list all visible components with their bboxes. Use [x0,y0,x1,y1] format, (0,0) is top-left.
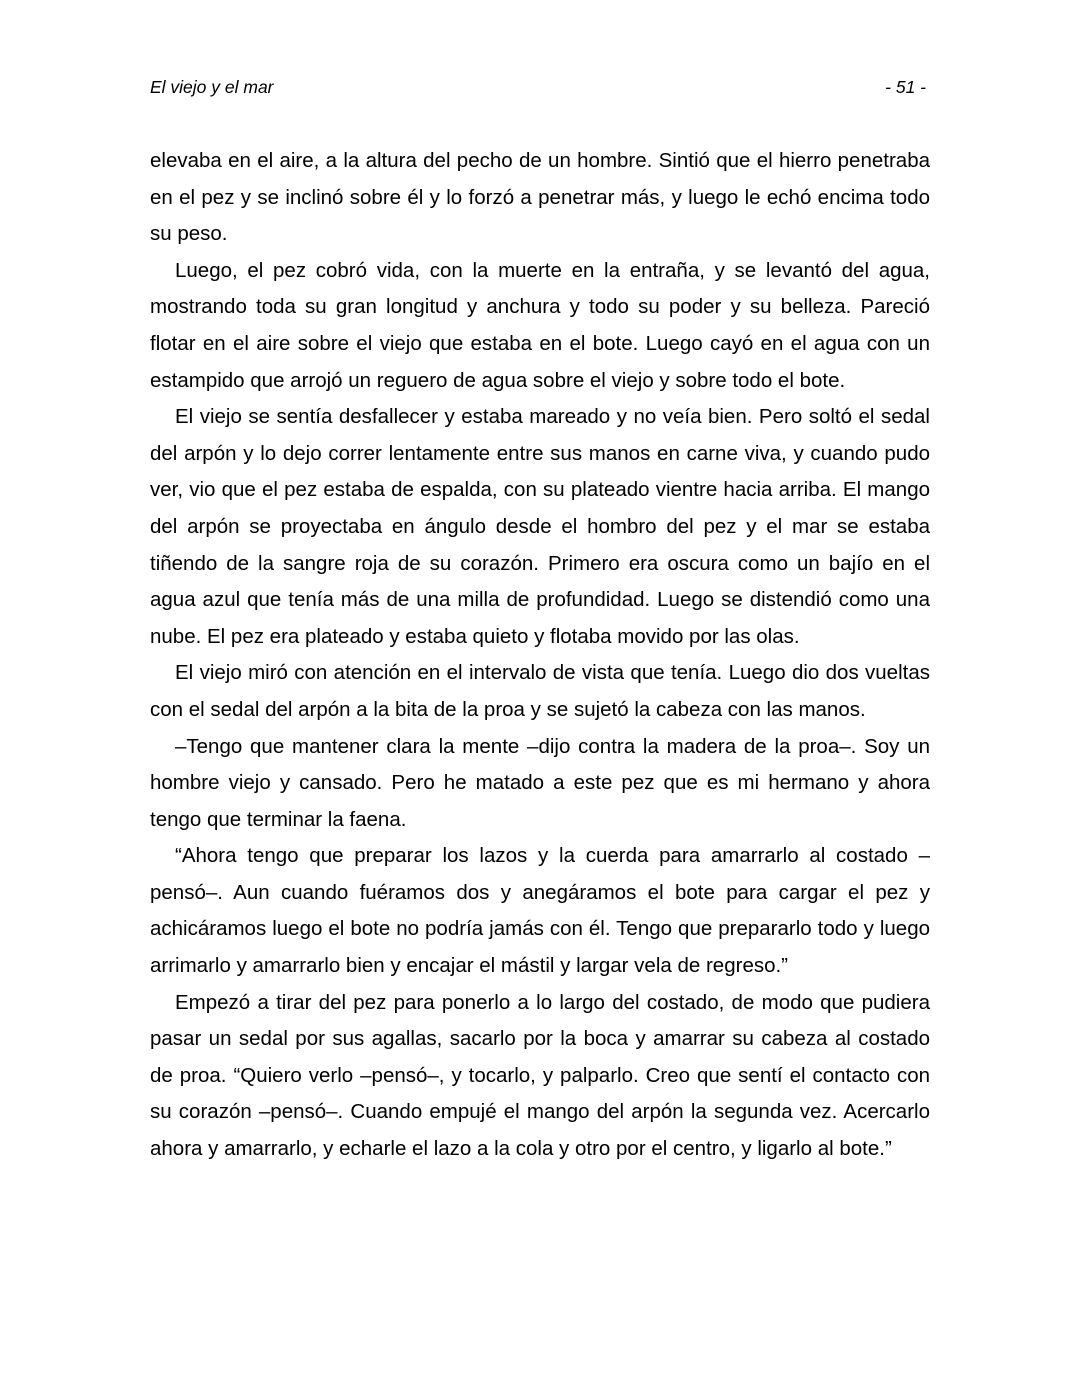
book-title: El viejo y el mar [150,77,274,97]
page-number: - 51 - [885,77,926,97]
paragraph: El viejo se sentía desfallecer y estaba mareado y no veía bien. Pero soltó el sedal del arpón y lo dejo correr lentamente entre sus manos en carne viva, y cuando pudo ver, vio que el pez estaba de espalda, con su plateado vientre hacia arriba. El mango del arpón se proyectaba en ángulo desde el hombro del pez y el mar se estaba tiñendo de la sangre roja de su corazón. Primero era oscura como un bajío en el agua azul que tenía más de una milla de profundidad. Luego se distendió como una nube. El pez era plateado y estaba quieto y flotaba movido por las olas. [150,405,930,648]
body-text [150,143,930,1168]
paragraph: elevaba en el aire, a la altura del pecho de un hombre. Sintió que el hierro penetraba en el pez y se inclinó sobre él y lo forzó a penetrar más, y luego le echó encima todo su peso. [150,149,930,246]
paragraph: “Ahora tengo que preparar los lazos y la cuerda para amarrarlo al costado –pensó–. Aun cuando fuéramos dos y anegáramos el bote para cargar el pez y achicáramos luego el bote no podría jamás con él. Tengo que prepararlo todo y luego arrimarlo y amarrarlo bien y encajar el mástil y largar vela de regreso.” [150,844,930,978]
paragraph: –Tengo que mantener clara la mente –dijo contra la madera de la proa–. Soy un hombre viejo y cansado. Pero he matado a este pez que es mi hermano y ahora tengo que terminar la faena. [150,734,930,831]
paragraph: Luego, el pez cobró vida, con la muerte en la entraña, y se levantó del agua, mostrando toda su gran longitud y anchura y todo su poder y su belleza. Pareció flotar en el aire sobre el viejo que estaba en el bote. Luego cayó en el agua con un estampido que arrojó un reguero de agua sobre el viejo y sobre todo el bote. [150,258,930,392]
running-header [150,74,930,100]
paragraph: Empezó a tirar del pez para ponerlo a lo largo del costado, de modo que pudiera pasar un sedal por sus agallas, sacarlo por la boca y amarrar su cabeza al costado de proa. “Quiero verlo –pensó–, y tocarlo, y palparlo. Creo que sentí el contacto con su corazón –pensó–. Cuando empujé el mango del arpón la segunda vez. Acercarlo ahora y amarrarlo, y echarle el lazo a la cola y otro por el centro, y ligarlo al bote.” [150,990,930,1161]
paragraph: El viejo miró con atención en el intervalo de vista que tenía. Luego dio dos vueltas con el sedal del arpón a la bita de la proa y se sujetó la cabeza con las manos. [150,661,930,721]
